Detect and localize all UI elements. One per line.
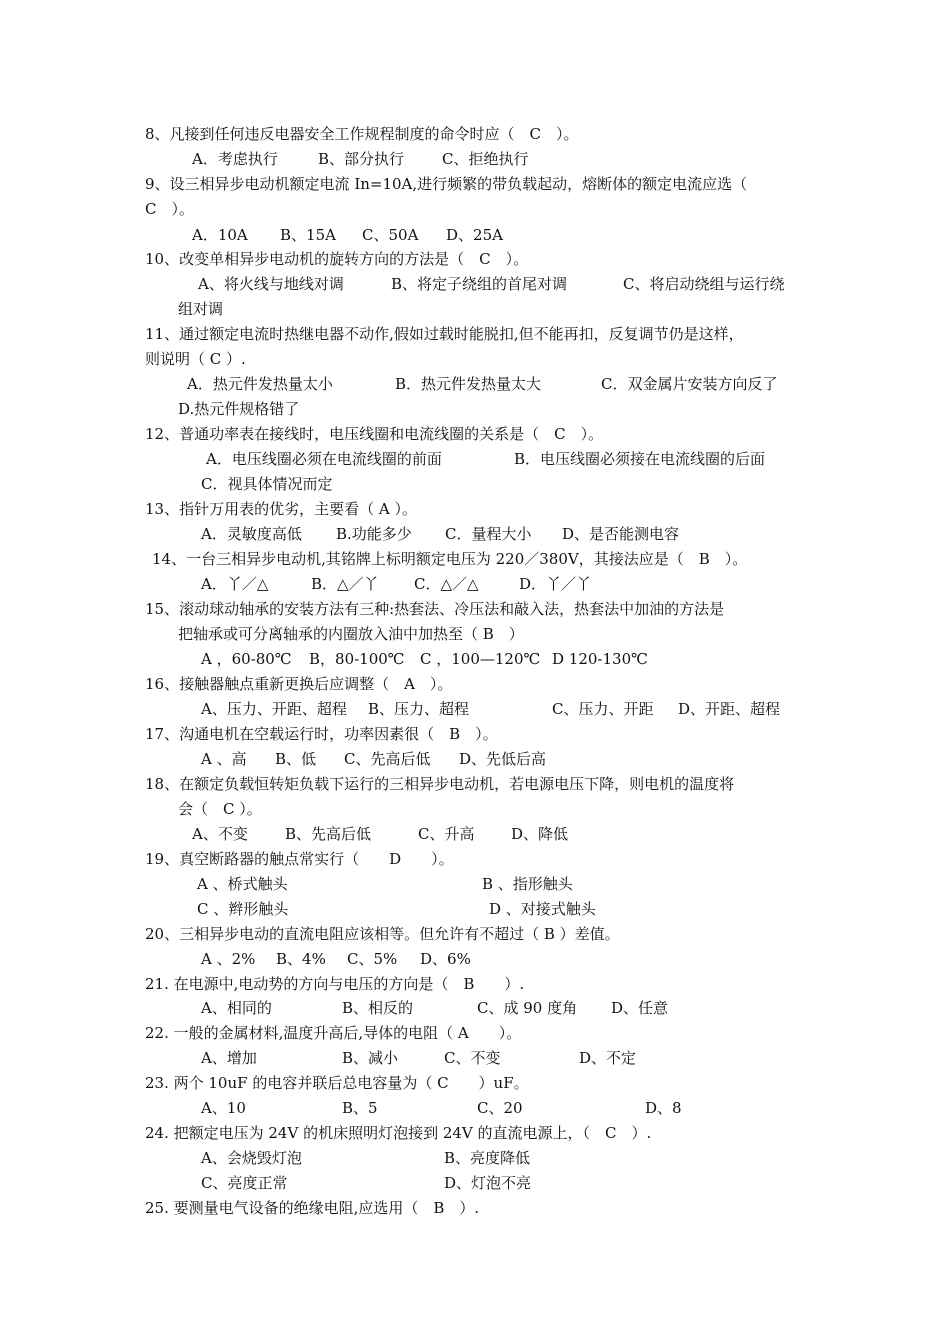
option-text: C、5% xyxy=(347,950,398,968)
question-text: 14、一台三相异步电动机,其铭牌上标明额定电压为 220／380V，其接法应是（ B ）。 xyxy=(152,550,748,568)
option-text: B，80-100℃ xyxy=(309,650,405,668)
option-text: A 、桥式触头 xyxy=(197,875,288,893)
option-text: A、不变 xyxy=(192,825,248,843)
question-text: 25. 要测量电气设备的绝缘电阻,应选用（ B ）. xyxy=(145,1199,480,1217)
question-text: C ）。 xyxy=(145,200,194,218)
option-text: B、相反的 xyxy=(342,999,414,1017)
option-text: C、不变 xyxy=(444,1049,501,1067)
question-text: 12、普通功率表在接线时，电压线圈和电流线圈的关系是（ C ）。 xyxy=(145,425,604,443)
option-text: B、先高后低 xyxy=(285,825,372,843)
question-text: 17、沟通电机在空载运行时，功率因素很（ B ）。 xyxy=(145,725,498,743)
option-text: C、50A xyxy=(362,226,419,244)
option-text: A、相同的 xyxy=(201,999,272,1017)
question-text: 把轴承或可分离轴承的内圈放入油中加热至（ B ） xyxy=(178,625,524,643)
option-text: A、压力、开距、超程 xyxy=(201,700,347,718)
option-text: A．10A xyxy=(192,226,248,244)
option-text: A．考虑执行 xyxy=(192,150,278,168)
question-text: 18、在额定负载恒转矩负载下运行的三相异步电动机，若电源电压下降，则电机的温度将 xyxy=(145,775,735,793)
option-text: A ，60-80℃ xyxy=(201,650,292,668)
option-text: B．热元件发热量太大 xyxy=(395,375,542,393)
option-text: D 、对接式触头 xyxy=(489,900,596,918)
question-text: 21. 在电源中,电动势的方向与电压的方向是（ B ）. xyxy=(145,975,525,993)
question-text: 19、真空断路器的触点常实行（ D ）。 xyxy=(145,850,454,868)
option-text: B、15A xyxy=(280,226,336,244)
option-text: D．丫／丫 xyxy=(519,575,592,593)
option-text: B、部分执行 xyxy=(318,150,405,168)
question-text: 20、三相异步电动的直流电阻应该相等。但允许有不超过（ B ）差值。 xyxy=(145,925,620,943)
option-text: B、减小 xyxy=(342,1049,399,1067)
option-text: B、低 xyxy=(275,750,317,768)
option-text: B 、指形触头 xyxy=(482,875,573,893)
option-text: B．电压线圈必须接在电流线圈的后面 xyxy=(514,450,766,468)
question-text: 13、指针万用表的优劣，主要看（ A ）。 xyxy=(145,500,417,518)
option-text: D、任意 xyxy=(611,999,669,1017)
option-text: A、10 xyxy=(201,1099,246,1117)
option-text: A 、2% xyxy=(201,950,256,968)
option-text: B、压力、超程 xyxy=(368,700,470,718)
option-text: A 、高 xyxy=(201,750,247,768)
option-text: A．电压线圈必须在电流线圈的前面 xyxy=(206,450,442,468)
option-text: A．灵敏度高低 xyxy=(201,525,302,543)
option-text: A、会烧毁灯泡 xyxy=(201,1149,302,1167)
option-text: C 、辫形触头 xyxy=(197,900,289,918)
option-text: B.功能多少 xyxy=(336,525,412,543)
option-text: D 120-130℃ xyxy=(552,650,648,668)
option-text: C、拒绝执行 xyxy=(442,150,529,168)
option-text: C、升高 xyxy=(418,825,475,843)
option-text: C．量程大小 xyxy=(445,525,532,543)
question-text: 组对调 xyxy=(178,300,224,318)
question-text: 11、通过额定电流时热继电器不动作,假如过载时能脱扣,但不能再扣，反复调节仍是这样， xyxy=(145,325,744,343)
question-text: 15、滚动球动轴承的安装方法有三种:热套法、冷压法和敲入法，热套法中加油的方法是 xyxy=(145,600,725,618)
option-text: D、6% xyxy=(420,950,471,968)
option-text: D、灯泡不亮 xyxy=(444,1174,532,1192)
question-text: 则说明（ C ）. xyxy=(145,350,246,368)
option-text: C、压力、开距 xyxy=(552,700,654,718)
option-text: A、将火线与地线对调 xyxy=(198,275,344,293)
question-text: 9、设三相异步电动机额定电流 In=10A,进行频繁的带负载起动，熔断体的额定电流应选（ xyxy=(145,175,748,193)
option-text: C．△／△ xyxy=(414,575,479,593)
option-text: D、25A xyxy=(446,226,503,244)
option-text: A．热元件发热量太小 xyxy=(187,375,333,393)
option-text: C ，100—120℃ xyxy=(420,650,541,668)
option-text: D、8 xyxy=(645,1099,682,1117)
option-text: C、先高后低 xyxy=(344,750,431,768)
option-text: D、不定 xyxy=(579,1049,637,1067)
question-text: 23. 两个 10uF 的电容并联后总电容量为（ C ）uF。 xyxy=(145,1074,529,1092)
option-text: D、是否能测电容 xyxy=(562,525,680,543)
question-text: 10、改变单相异步电动机的旋转方向的方法是（ C ）。 xyxy=(145,250,529,268)
question-text: D.热元件规格错了 xyxy=(178,400,300,418)
option-text: C．双金属片安装方向反了 xyxy=(601,375,778,393)
option-text: D、开距、超程 xyxy=(678,700,781,718)
option-text: A．丫／△ xyxy=(201,575,269,593)
option-text: D、降低 xyxy=(511,825,569,843)
question-text: 22. 一般的金属材料,温度升高后,导体的电阻（ A ）。 xyxy=(145,1024,522,1042)
option-text: B、亮度降低 xyxy=(444,1149,531,1167)
question-text: C．视具体情况而定 xyxy=(201,475,333,493)
option-text: B、5 xyxy=(342,1099,378,1117)
option-text: B、将定子绕组的首尾对调 xyxy=(391,275,568,293)
option-text: B、4% xyxy=(276,950,326,968)
question-text: 会（ C ）。 xyxy=(178,800,262,818)
option-text: A、增加 xyxy=(201,1049,257,1067)
option-text: D、先低后高 xyxy=(459,750,547,768)
option-text: C、成 90 度角 xyxy=(477,999,578,1017)
question-text: 16、接触器触点重新更换后应调整（ A ）。 xyxy=(145,675,453,693)
option-text: C、亮度正常 xyxy=(201,1174,288,1192)
question-text: 24. 把额定电压为 24V 的机床照明灯泡接到 24V 的直流电源上，（ C ）. xyxy=(145,1124,652,1142)
option-text: B．△／丫 xyxy=(311,575,379,593)
question-text: 8、凡接到任何违反电器安全工作规程制度的命令时应（ C ）。 xyxy=(145,125,579,143)
option-text: C、将启动绕组与运行绕 xyxy=(623,275,785,293)
option-text: C、20 xyxy=(477,1099,523,1117)
